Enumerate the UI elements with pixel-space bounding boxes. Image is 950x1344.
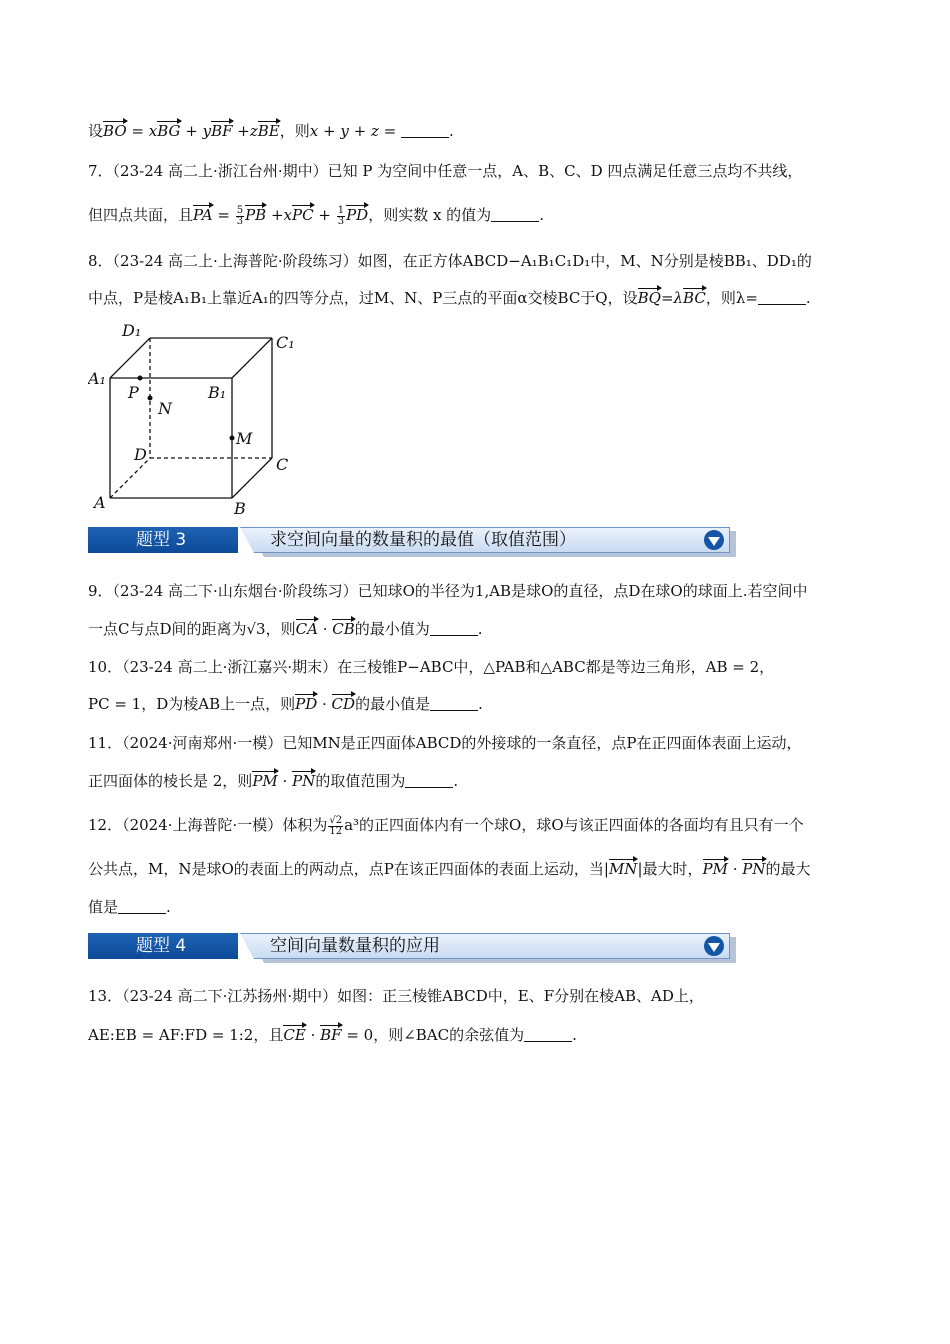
answer-blank[interactable] bbox=[405, 773, 453, 788]
problem-text: 体积为 bbox=[282, 816, 328, 834]
section-banner-3 bbox=[88, 527, 736, 557]
problem-source: （23-24 高二下·山东烟台·阶段练习） bbox=[112, 582, 358, 600]
problem-number: 8． bbox=[88, 252, 113, 270]
text: . bbox=[805, 289, 811, 307]
vec: BO bbox=[103, 122, 127, 140]
problem-12-line-1: 12．（2024·上海普陀·一模）体积为 $\frac{√2}{12}$ a³的正四面体内有一个球O，球O与该正四面体的各面均有且只有一个 bbox=[88, 814, 804, 837]
vec: BF bbox=[211, 122, 233, 140]
text: . bbox=[448, 122, 454, 140]
edge-b1c1 bbox=[232, 338, 272, 378]
point-n bbox=[148, 396, 153, 401]
problem-text: AE:EB = AF:FD = 1:2，且 bbox=[88, 1026, 284, 1044]
problem-12-line-2: 公共点，M，N是球O的表面上的两动点，点P在该正四面体的表面上运动，当|MN|最大时，PM · PN的最大 bbox=[88, 860, 811, 878]
text: 设 bbox=[88, 122, 104, 140]
problem-11-line-2: 正四面体的棱长是 2，则PM · PN的取值范围为 . bbox=[88, 772, 459, 790]
label-d: D bbox=[134, 445, 147, 464]
problem-source: （23-24 高二下·江苏扬州·期中） bbox=[122, 987, 338, 1005]
answer-blank[interactable] bbox=[491, 207, 539, 222]
problem-text: 已知 P 为空间中任意一点，A、B、C、D 四点满足任意三点均不共线， bbox=[327, 162, 803, 180]
label-c1: C₁ bbox=[276, 333, 295, 352]
problem-text: PC = 1，D为棱AB上一点，则 bbox=[88, 695, 296, 713]
problem-number: 12． bbox=[88, 816, 123, 834]
point-m bbox=[230, 436, 235, 441]
edge-a1d1 bbox=[110, 338, 150, 378]
label-b: B bbox=[234, 499, 246, 518]
text: . bbox=[539, 206, 544, 224]
problem-7-line-2: 但四点共面，且PA = $\frac{5}{3}$ PB +xPC + $\frac{1}{3}$ PD，则实数 x 的值为 . bbox=[88, 204, 544, 227]
label-n: N bbox=[158, 399, 172, 418]
problem-text: 值是 bbox=[88, 898, 119, 916]
problem-text: 在三棱锥P−ABC中，△PAB和△ABC都是等边三角形，AB = 2， bbox=[337, 658, 775, 676]
problem-13-line-2: AE:EB = AF:FD = 1:2，且CE · BF = 0，则∠BAC的余弦值为 . bbox=[88, 1026, 577, 1044]
problem-text: 一点C与点D间的距离为√3，则 bbox=[88, 620, 296, 638]
problem-8-line-2: 中点，P是棱A₁B₁上靠近A₁的四等分点，过M、N、P三点的平面α交棱BC于Q，设BQ=λBC，则λ= . bbox=[88, 289, 811, 307]
edge-ad-hidden bbox=[110, 458, 150, 498]
cube-figure bbox=[88, 318, 318, 518]
banner-title: 空间向量数量积的应用 bbox=[270, 936, 440, 956]
label-b1: B₁ bbox=[208, 383, 227, 402]
label-p: P bbox=[128, 383, 139, 402]
problem-number: 13． bbox=[88, 987, 123, 1005]
problem-text: 但四点共面，且 bbox=[88, 206, 194, 224]
problem-10-line-2: PC = 1，D为棱AB上一点，则PD · CD的最小值是 . bbox=[88, 695, 483, 713]
problem-text: 中点，P是棱A₁B₁上靠近A₁的四等分点，过M、N、P三点的平面α交棱BC于Q，设 bbox=[88, 289, 638, 307]
problem-12-line-3 bbox=[88, 896, 878, 918]
problem-number: 10． bbox=[88, 658, 123, 676]
problem-text: ，则实数 x 的值为 bbox=[368, 206, 492, 224]
problem-text: 正四面体的棱长是 2，则 bbox=[88, 772, 253, 790]
label-a1: A₁ bbox=[88, 369, 106, 388]
banner-tag: 题型 3 bbox=[88, 527, 238, 553]
problem-text: 公共点，M，N是球O的表面上的两动点，点P在该正四面体的表面上运动，当 bbox=[88, 860, 604, 878]
edge-bc bbox=[232, 458, 272, 498]
label-c: C bbox=[276, 455, 289, 474]
problem-text: ，则λ= bbox=[705, 289, 758, 307]
problem-11-line-1 bbox=[88, 732, 878, 754]
answer-blank[interactable] bbox=[430, 696, 478, 711]
point-p bbox=[138, 376, 143, 381]
problem-source: （23-24 高二上·浙江嘉兴·期末） bbox=[122, 658, 338, 676]
problem-source: （2024·河南郑州·一模） bbox=[122, 734, 283, 752]
problem-text: 已知球O的半径为1,AB是球O的直径，点D在球O的球面上.若空间中 bbox=[357, 582, 808, 600]
chevron-down-icon[interactable] bbox=[704, 936, 724, 956]
answer-blank[interactable] bbox=[401, 123, 449, 138]
problem-13-line-1 bbox=[88, 985, 878, 1007]
text: . bbox=[453, 772, 459, 790]
text: ，则 bbox=[279, 122, 310, 140]
problem-text: a³的正四面体内有一个球O，球O与该正四面体的各面均有且只有一个 bbox=[344, 816, 804, 834]
text: . bbox=[477, 620, 483, 638]
answer-blank[interactable] bbox=[524, 1027, 572, 1042]
problem-number: 11． bbox=[88, 734, 123, 752]
problem-source: （23-24 高二上·浙江台州·期中） bbox=[112, 162, 328, 180]
problem-text: 已知MN是正四面体ABCD的外接球的一条直径，点P在正四面体表面上运动， bbox=[282, 734, 802, 752]
problem-9-line-2: 一点C与点D间的距离为√3，则CA · CB的最小值为 . bbox=[88, 620, 483, 638]
problem-text: 的取值范围为 bbox=[315, 772, 406, 790]
problem-source: （23-24 高二上·上海普陀·阶段练习） bbox=[112, 252, 358, 270]
problem-number: 9． bbox=[88, 582, 113, 600]
label-d1: D₁ bbox=[122, 321, 142, 340]
problem-text: 的最小值是 bbox=[355, 695, 431, 713]
problem-10-line-1 bbox=[88, 656, 878, 678]
problem-6-tail: 设BO = xBG + yBF +zBE，则x + y + z = . bbox=[88, 122, 454, 140]
answer-blank[interactable] bbox=[758, 290, 806, 305]
answer-blank[interactable] bbox=[430, 621, 478, 636]
problem-text: ，则∠BAC的余弦值为 bbox=[373, 1026, 525, 1044]
problem-source: （2024·上海普陀·一模） bbox=[122, 816, 283, 834]
problem-text: 最大时， bbox=[642, 860, 703, 878]
label-m: M bbox=[236, 429, 253, 448]
problem-text: 如图，在正方体ABCD−A₁B₁C₁D₁中，M、N分别是棱BB₁、DD₁的 bbox=[357, 252, 812, 270]
chevron-down-icon[interactable] bbox=[704, 530, 724, 550]
vec: BG bbox=[157, 122, 181, 140]
banner-title: 求空间向量的数量积的最值（取值范围） bbox=[270, 530, 576, 550]
problem-9-line-1 bbox=[88, 580, 878, 602]
text: . bbox=[572, 1026, 577, 1044]
vec: BE bbox=[257, 122, 280, 140]
answer-blank[interactable] bbox=[118, 899, 166, 914]
label-a: A bbox=[94, 493, 106, 512]
banner-tag: 题型 4 bbox=[88, 933, 238, 959]
problem-text: 的最大 bbox=[765, 860, 811, 878]
problem-text: 的最小值为 bbox=[354, 620, 430, 638]
text: . bbox=[478, 695, 483, 713]
problem-7-line-1 bbox=[88, 160, 878, 182]
text: . bbox=[166, 898, 171, 916]
section-banner-4 bbox=[88, 933, 736, 963]
problem-text: 如图：正三棱锥ABCD中，E、F分别在棱AB、AD上， bbox=[337, 987, 704, 1005]
problem-8-line-1 bbox=[88, 250, 878, 272]
problem-number: 7． bbox=[88, 162, 113, 180]
